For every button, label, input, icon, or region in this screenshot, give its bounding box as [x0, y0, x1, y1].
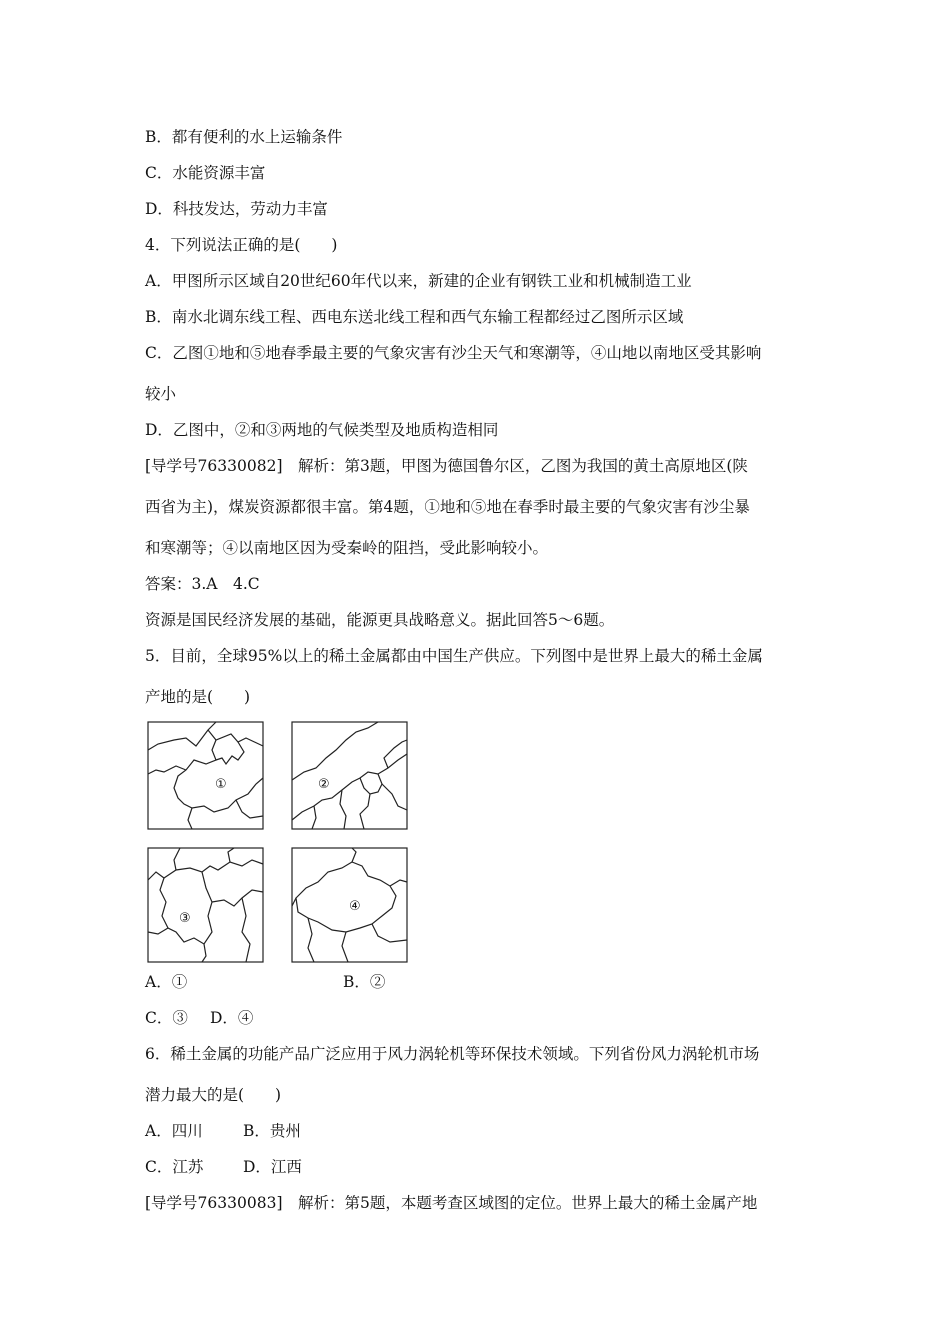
map-4-border — [372, 924, 407, 942]
map-2-border — [340, 790, 346, 829]
map-3-border — [148, 860, 263, 880]
map-3-province — [160, 872, 212, 944]
answer-3-4: 答案：3.A 4.C — [145, 575, 260, 593]
option-4c-cont: 较小 — [145, 385, 177, 403]
map-1-label: ① — [215, 777, 227, 792]
q5-option-c: C．③ — [145, 1009, 188, 1027]
q5-option-b: B．② — [343, 973, 386, 991]
map-2-border — [382, 784, 407, 810]
map-4-border — [390, 880, 407, 886]
map-2-frame — [292, 722, 407, 829]
option-4d: D．乙图中，②和③两地的气候类型及地质构造相同 — [145, 421, 499, 439]
map-4-border — [342, 932, 348, 962]
map-3-border — [202, 944, 206, 962]
q6-option-a: A．四川 — [145, 1122, 203, 1140]
option-4b: B．南水北调东线工程、西电东送北线工程和西气东输工程都经过乙图所示区域 — [145, 308, 684, 326]
map-3-border — [148, 928, 168, 934]
map-2-border — [360, 774, 382, 794]
region-maps — [146, 720, 411, 965]
map-1-border — [216, 742, 244, 764]
map-4-label: ④ — [349, 899, 361, 914]
analysis-5: [导学号76330083] 解析：第5题，本题考查区域图的定位。世界上最大的稀土金属产地 — [145, 1194, 758, 1212]
q6-option-c: C．江苏 — [145, 1158, 204, 1176]
map-3-border — [228, 848, 234, 862]
map-1-province — [174, 740, 263, 812]
map-2-border — [384, 740, 407, 768]
question-4: 4．下列说法正确的是( ) — [145, 236, 338, 254]
map-2-border — [360, 794, 370, 829]
question-5-cont: 产地的是( ) — [145, 688, 251, 706]
q6-option-b: B．贵州 — [243, 1122, 301, 1140]
q5-option-a: A．① — [145, 973, 188, 991]
option-4c: C．乙图①地和⑤地春季最主要的气象灾害有沙尘天气和寒潮等，④山地以南地区受其影响 — [145, 344, 762, 362]
map-3-border — [212, 890, 263, 906]
analysis-3-4-cont2: 和寒潮等；④以南地区因为受秦岭的阻挡，受此影响较小。 — [145, 539, 549, 557]
q5-option-d: D．④ — [210, 1009, 254, 1027]
map-4-province — [296, 862, 396, 932]
map-3-label: ③ — [179, 911, 191, 926]
map-4-border — [308, 918, 314, 962]
option-3c: C．水能资源丰富 — [145, 164, 266, 182]
map-2-border — [292, 722, 378, 780]
map-4-border — [352, 848, 356, 862]
question-5: 5．目前，全球95%以上的稀土金属都由中国生产供应。下列图中是世界上最大的稀土金属 — [145, 647, 763, 665]
region-maps-svg — [146, 720, 411, 965]
question-6-cont: 潜力最大的是( ) — [145, 1086, 282, 1104]
question-6: 6．稀土金属的功能产品广泛应用于风力涡轮机等环保技术领域。下列省份风力涡轮机市场 — [145, 1045, 760, 1063]
analysis-3-4: [导学号76330082] 解析：第3题，甲图为德国鲁尔区，乙图为我国的黄土高原地区(陕 — [145, 457, 748, 475]
analysis-3-4-cont: 西省为主)，煤炭资源都很丰富。第4题，①地和⑤地在春季时最主要的气象灾害有沙尘暴 — [145, 498, 750, 516]
map-4-border — [292, 898, 296, 906]
intro-5-6: 资源是国民经济发展的基础，能源更具战略意义。据此回答5～6题。 — [145, 611, 615, 629]
map-3-border — [174, 848, 180, 870]
map-2-border — [292, 754, 407, 820]
q6-option-d: D．江西 — [243, 1158, 302, 1176]
map-1-border — [208, 730, 263, 746]
map-1-border — [188, 808, 192, 829]
map-3-border — [242, 898, 250, 962]
map-1-border — [148, 722, 216, 750]
option-4a: A．甲图所示区域自20世纪60年代以来，新建的企业有钢铁工业和机械制造工业 — [145, 272, 692, 290]
map-2-border — [312, 806, 316, 829]
map-2-label: ② — [318, 777, 330, 792]
option-3b: B．都有便利的水上运输条件 — [145, 128, 343, 146]
map-1-border — [148, 766, 186, 774]
map-1-border — [236, 800, 263, 818]
option-3d: D．科技发达，劳动力丰富 — [145, 200, 328, 218]
